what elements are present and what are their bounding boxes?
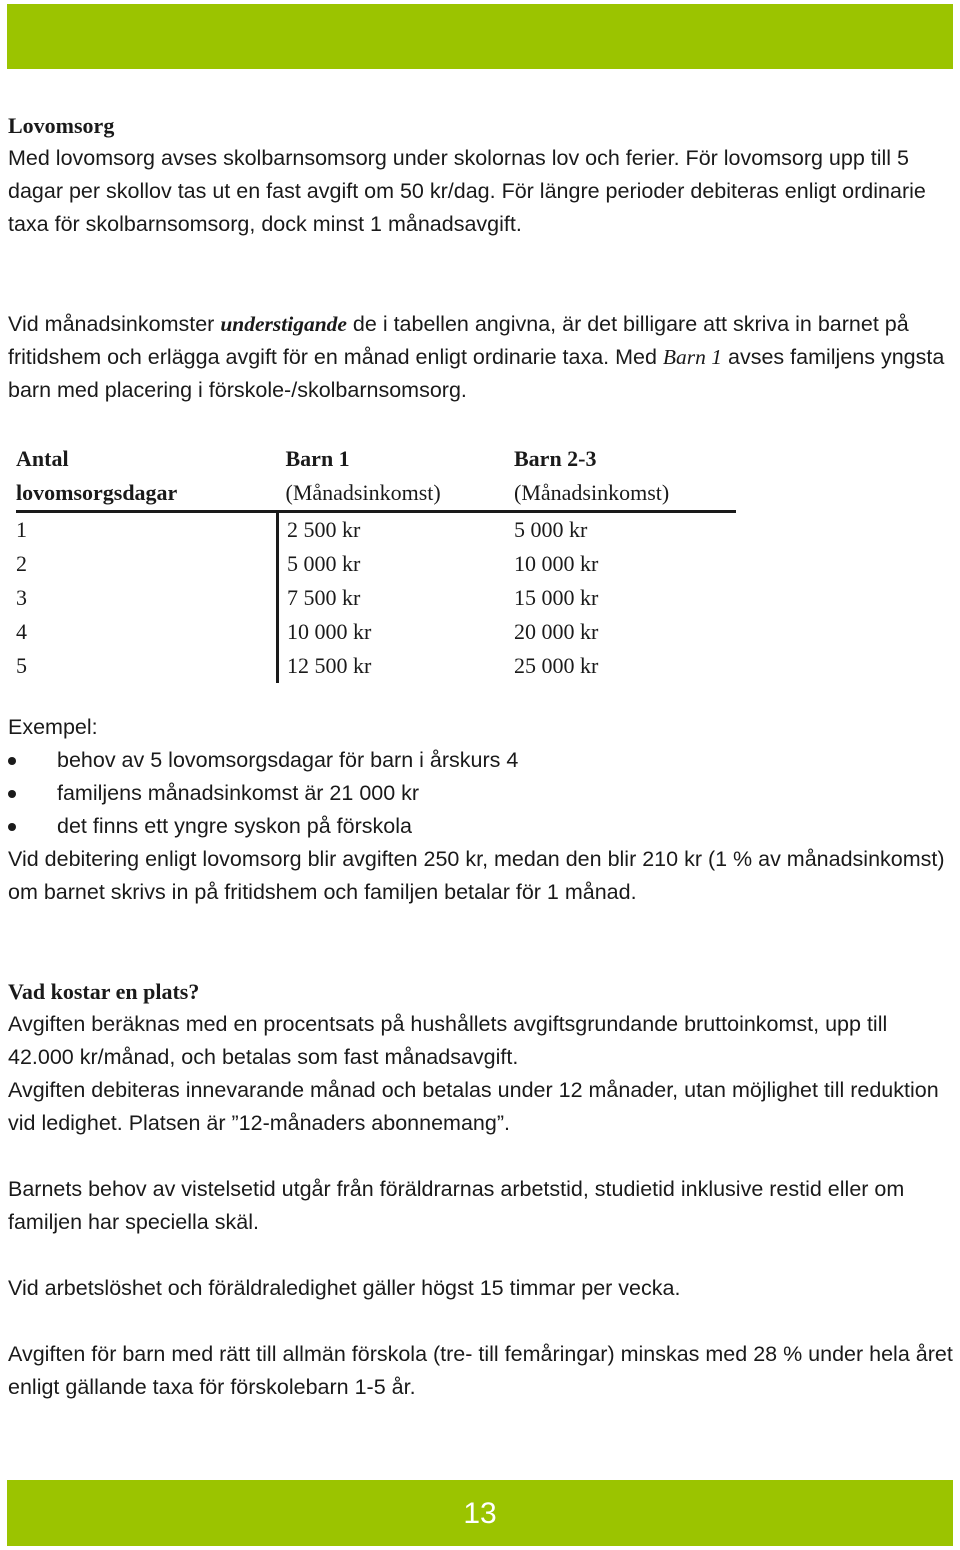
bullet-icon (8, 757, 16, 765)
cell-barn23: 10 000 kr (514, 551, 599, 576)
lovomsorg-heading: Lovomsorg (8, 113, 115, 138)
cost-section (8, 975, 956, 1404)
page-number: 13 (463, 1496, 497, 1530)
cell-barn1: 7 500 kr (278, 581, 515, 615)
list-item-text: familjens månadsinkomst är 21 000 kr (57, 781, 420, 805)
table-row (16, 581, 736, 615)
list-item-text: behov av 5 lovomsorgsdagar för barn i årskurs 4 (57, 748, 519, 772)
list-item (8, 810, 956, 843)
income-note-part2: de i tabellen angivna, är det billigare att skriva in barnet på fritidshem och erlägga avgift för en månad enligt ordinarie taxa. Med (8, 312, 909, 369)
income-note (8, 308, 956, 407)
cost-paragraph-5: Avgiften för barn med rätt till allmän förskola (tre- till femåringar) minskas med 28 % under hela året enligt gällande taxa för förskolebarn 1-5 år. (8, 1342, 953, 1399)
top-color-band (7, 4, 953, 69)
cell-days: 4 (16, 619, 27, 644)
table-row (16, 649, 736, 683)
cell-barn23: 5 000 kr (514, 517, 588, 542)
list-item-text: det finns ett yngre syskon på förskola (57, 814, 412, 838)
example-list (8, 744, 956, 843)
list-item (8, 777, 956, 810)
lovomsorg-paragraph: Med lovomsorg avses skolbarnsomsorg under skolornas lov och ferier. För lovomsorg upp till 5 dagar per skollov tas ut en fast avgift om 50 kr/dag. För längre perioder debiteras enligt ordinarie taxa för skolbarnsomsorg, dock minst 1 månadsavgift. (8, 146, 926, 236)
cost-paragraph-1: Avgiften beräknas med en procentsats på hushållets avgiftsgrundande bruttoinkomst, upp till 42.000 kr/månad, och betalas som fast månadsavgift. (8, 1012, 888, 1069)
header-days: Antal (16, 446, 69, 471)
cost-paragraph-3: Barnets behov av vistelsetid utgår från föräldrarnas arbetstid, studietid inklusive restid eller om familjen har speciella skäl. (8, 1177, 905, 1234)
cell-days: 2 (16, 551, 27, 576)
cell-barn1: 5 000 kr (278, 547, 515, 581)
bullet-icon (8, 790, 16, 798)
income-note-emphasis: understigande (220, 312, 347, 336)
cost-paragraph-4: Vid arbetslöshet och föräldraledighet gäller högst 15 timmar per vecka. (8, 1276, 681, 1300)
example-conclusion: Vid debitering enligt lovomsorg blir avgiften 250 kr, medan den blir 210 kr (1 % av månadsinkomst) om barnet skrivs in på fritidshem och familjen betalar för 1 månad. (8, 847, 945, 904)
table-row (16, 547, 736, 581)
example-section (8, 711, 956, 909)
cost-heading: Vad kostar en plats? (8, 979, 200, 1004)
table-row (16, 512, 736, 548)
cell-days: 3 (16, 585, 27, 610)
list-item (8, 744, 956, 777)
income-threshold-table (16, 442, 736, 683)
income-note-italic: Barn 1 (662, 345, 723, 369)
cost-paragraph-2: Avgiften debiteras innevarande månad och betalas under 12 månader, utan möjlighet till reduktion vid ledighet. Platsen är ”12-månaders abonnemang”. (8, 1078, 939, 1135)
cell-barn1: 10 000 kr (278, 615, 515, 649)
cell-barn23: 25 000 kr (514, 653, 599, 678)
table-header-row (16, 442, 736, 476)
cell-barn23: 20 000 kr (514, 619, 599, 644)
bullet-icon (8, 823, 16, 831)
subheader-barn1: (Månadsinkomst) (278, 476, 515, 512)
bottom-color-band (7, 1480, 953, 1546)
subheader-barn23: (Månadsinkomst) (514, 476, 736, 512)
income-note-part1: Vid månadsinkomster (8, 312, 221, 336)
lovomsorg-section (8, 109, 956, 241)
header-barn1: Barn 1 (285, 446, 350, 471)
subheader-days: lovomsorgsdagar (16, 476, 278, 512)
table-subheader-row (16, 476, 736, 512)
income-note-part3: avses familjens yngsta barn med placering i förskole-/skolbarnsomsorg. (8, 345, 945, 402)
cell-days: 1 (16, 517, 27, 542)
example-label: Exempel: (8, 715, 98, 739)
table-row (16, 615, 736, 649)
cell-barn1: 2 500 kr (278, 512, 515, 548)
cell-days: 5 (16, 653, 27, 678)
header-barn23: Barn 2-3 (514, 446, 597, 471)
cell-barn23: 15 000 kr (514, 585, 599, 610)
cell-barn1: 12 500 kr (278, 649, 515, 683)
